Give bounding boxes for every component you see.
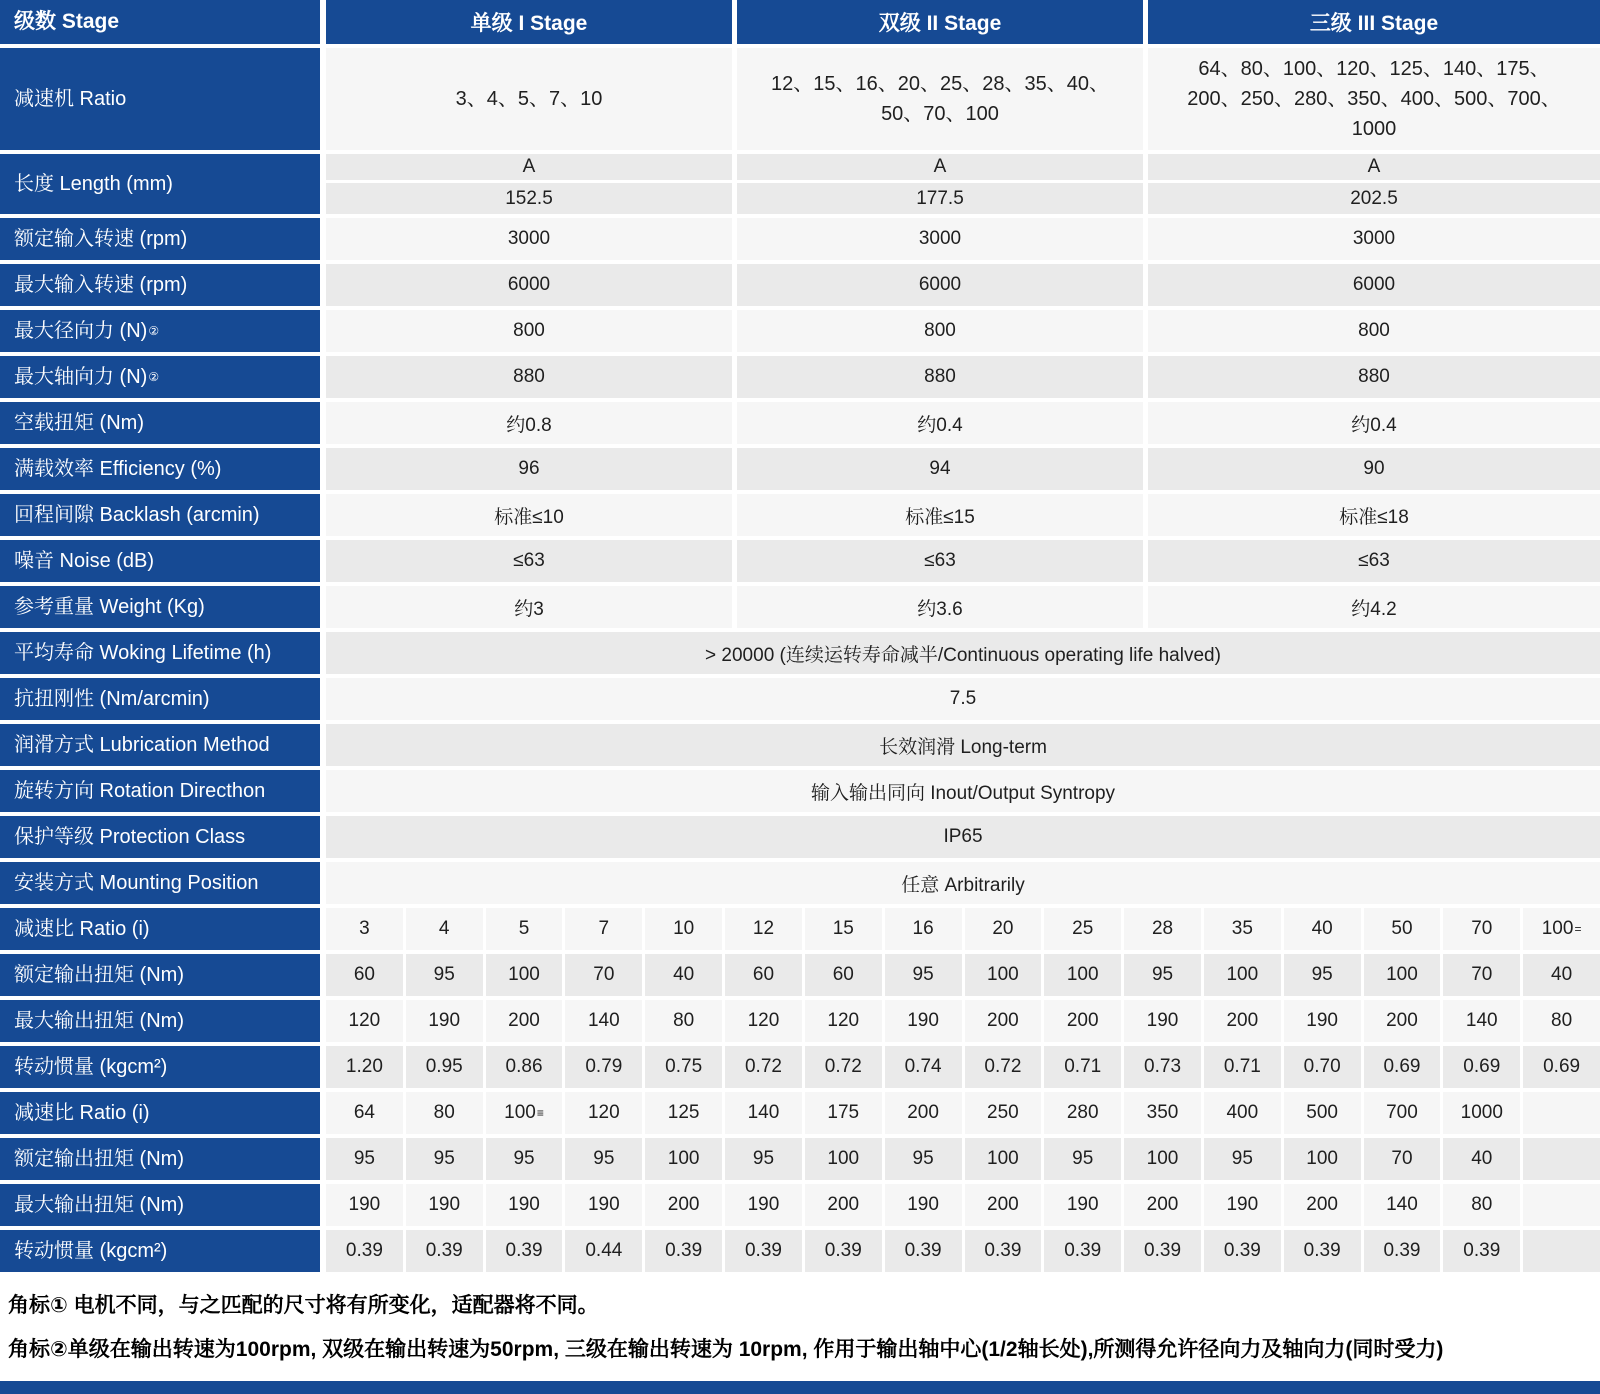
ratio-cell: 100: [1204, 954, 1281, 996]
row-cells: [326, 816, 1600, 858]
value-cell: ≤63: [1148, 540, 1600, 582]
row-label: 满载效率 Efficiency (%): [0, 448, 320, 490]
row-cells: [326, 356, 1600, 398]
ratio-cell: [1523, 1230, 1600, 1272]
ratio-cell: 40: [1284, 908, 1361, 950]
ratio-cell: 80: [645, 1000, 722, 1042]
row-label: 平均寿命 Woking Lifetime (h): [0, 632, 320, 674]
value-cell: 880: [326, 356, 732, 398]
ratio-cell: 0.70: [1284, 1046, 1361, 1088]
ratio-cell: 350: [1124, 1092, 1201, 1134]
spec-row: [0, 540, 1600, 582]
value-cell: 12、15、16、20、25、28、35、40、50、70、100: [737, 48, 1143, 150]
spec-row: [0, 632, 1600, 674]
value-cell: 177.5: [737, 183, 1143, 214]
ratio-cell: 95: [725, 1138, 802, 1180]
ratio-cell: 3: [326, 908, 403, 950]
value-cell: 约4.2: [1148, 586, 1600, 628]
ratio-cell: 190: [486, 1184, 563, 1226]
ratio-cell: 700: [1364, 1092, 1441, 1134]
ratio-cell: 0.95: [406, 1046, 483, 1088]
spec-row: [0, 678, 1600, 720]
ratio-cell: 190: [885, 1000, 962, 1042]
ratio-cell: 280: [1044, 1092, 1121, 1134]
ratio-cell: 7: [565, 908, 642, 950]
ratio-cell: 80: [1443, 1184, 1520, 1226]
value-cell: 3000: [737, 218, 1143, 260]
ratio-cell: 0.86: [486, 1046, 563, 1088]
ratio-cell: 175: [805, 1092, 882, 1134]
ratio-cell: 0.39: [1204, 1230, 1281, 1272]
row-cells: [326, 1138, 1600, 1180]
value-cell: 约0.4: [1148, 402, 1600, 444]
footer-bar: [0, 1381, 1600, 1394]
ratio-cell: 200: [965, 1184, 1042, 1226]
value-cell: 约3: [326, 586, 732, 628]
row-cells: [326, 218, 1600, 260]
spec-row: [0, 724, 1600, 766]
ratio-cell: 1000: [1443, 1092, 1520, 1134]
ratio-cell: 25: [1044, 908, 1121, 950]
ratio-cell: 100 ≡: [486, 1092, 563, 1134]
ratio-cell: 0.69: [1443, 1046, 1520, 1088]
header-cells: [326, 0, 1600, 44]
ratio-cell: 40: [645, 954, 722, 996]
ratio-row: [0, 1184, 1600, 1226]
value-cell: 800: [1148, 310, 1600, 352]
spec-row: [0, 448, 1600, 490]
spec-row: [0, 218, 1600, 260]
ratio-cell: 0.69: [1523, 1046, 1600, 1088]
ratio-cell: 140: [565, 1000, 642, 1042]
value-cell: 6000: [326, 264, 732, 306]
ratio-cell: 100: [965, 954, 1042, 996]
ratio-cell: 200: [965, 1000, 1042, 1042]
ratio-cell: 120: [326, 1000, 403, 1042]
ratio-cell: 40: [1443, 1138, 1520, 1180]
row-label: 最大轴向力 (N) ②: [0, 356, 320, 398]
spec-row: [0, 586, 1600, 628]
row-label: 润滑方式 Lubrication Method: [0, 724, 320, 766]
row-cells: [326, 540, 1600, 582]
spec-row: [0, 48, 1600, 150]
ratio-cell: 200: [805, 1184, 882, 1226]
ratio-cell: 70: [1443, 908, 1520, 950]
value-cell: 3000: [1148, 218, 1600, 260]
ratio-row: [0, 954, 1600, 996]
spec-row: [0, 494, 1600, 536]
ratio-cell: 64: [326, 1092, 403, 1134]
ratio-cell: 5: [486, 908, 563, 950]
spec-row: [0, 310, 1600, 352]
ratio-cell: 190: [565, 1184, 642, 1226]
ratio-cell: 100: [1284, 1138, 1361, 1180]
ratio-cell: 250: [965, 1092, 1042, 1134]
ratio-cell: 100: [645, 1138, 722, 1180]
ratio-cell: 60: [326, 954, 403, 996]
ratio-cell: 70: [565, 954, 642, 996]
row-cells: [326, 632, 1600, 674]
value-cell: 标准≤18: [1148, 494, 1600, 536]
ratio-cell: 100: [1124, 1138, 1201, 1180]
ratio-cell: 0.79: [565, 1046, 642, 1088]
value-cell: 约0.4: [737, 402, 1143, 444]
value-cell: 96: [326, 448, 732, 490]
ratio-cell: 0.69: [1364, 1046, 1441, 1088]
ratio-cell: [1523, 1184, 1600, 1226]
row-label: 保护等级 Protection Class: [0, 816, 320, 858]
ratio-cell: 200: [885, 1092, 962, 1134]
ratio-cell: 120: [725, 1000, 802, 1042]
ratio-cell: 0.71: [1044, 1046, 1121, 1088]
ratio-cell: 15: [805, 908, 882, 950]
ratio-cell: 500: [1284, 1092, 1361, 1134]
spec-rows: [0, 48, 1600, 904]
ratio-cell: 0.39: [885, 1230, 962, 1272]
value-cell: 90: [1148, 448, 1600, 490]
ratio-cell: 40: [1523, 954, 1600, 996]
ratio-cell: 70: [1443, 954, 1520, 996]
row-label: 长度 Length (mm): [0, 154, 320, 214]
row-label: 最大径向力 (N) ②: [0, 310, 320, 352]
ratio-cell: 0.39: [1364, 1230, 1441, 1272]
ratio-cell: [1523, 1138, 1600, 1180]
value-cell: A: [737, 154, 1143, 180]
ratio-cell: 190: [1124, 1000, 1201, 1042]
ratio-row: [0, 1000, 1600, 1042]
value-cell: 约3.6: [737, 586, 1143, 628]
row-label: 噪音 Noise (dB): [0, 540, 320, 582]
ratio-cell: 50: [1364, 908, 1441, 950]
row-label: 最大输出扭矩 (Nm): [0, 1000, 320, 1042]
split-column: [326, 154, 732, 214]
ratio-cell: 0.71: [1204, 1046, 1281, 1088]
header-row: [0, 0, 1600, 44]
value-cell: IP65: [326, 816, 1600, 858]
ratio-cell: 125: [645, 1092, 722, 1134]
ratio-cell: 10: [645, 908, 722, 950]
row-label: 转动惯量 (kgcm²): [0, 1046, 320, 1088]
ratio-cell: 120: [805, 1000, 882, 1042]
value-cell: 880: [737, 356, 1143, 398]
ratio-cell: 60: [725, 954, 802, 996]
value-cell: 3000: [326, 218, 732, 260]
ratio-cell: 200: [1124, 1184, 1201, 1226]
column-header-single-stage: 单级 I Stage: [326, 0, 732, 44]
row-cells: [326, 494, 1600, 536]
row-label: 最大输入转速 (rpm): [0, 264, 320, 306]
ratio-cell: 400: [1204, 1092, 1281, 1134]
ratio-row: [0, 908, 1600, 950]
row-cells: [326, 678, 1600, 720]
ratio-cell: 190: [326, 1184, 403, 1226]
ratio-cell: 0.39: [1284, 1230, 1361, 1272]
value-cell: 标准≤15: [737, 494, 1143, 536]
ratio-detail-rows: [0, 908, 1600, 1272]
ratio-cell: 100 =: [1523, 908, 1600, 950]
ratio-cell: 0.73: [1124, 1046, 1201, 1088]
ratio-cell: 100: [1044, 954, 1121, 996]
row-label: 旋转方向 Rotation Directhon: [0, 770, 320, 812]
ratio-cell: 0.39: [486, 1230, 563, 1272]
column-header-triple-stage: 三级 III Stage: [1148, 0, 1600, 44]
value-cell: 800: [737, 310, 1143, 352]
value-cell: 任意 Arbitrarily: [326, 862, 1600, 904]
row-label: 额定输出扭矩 (Nm): [0, 1138, 320, 1180]
corner-header: 级数 Stage: [0, 0, 320, 44]
value-cell: 标准≤10: [326, 494, 732, 536]
ratio-cell: 95: [406, 1138, 483, 1180]
row-cells: [326, 48, 1600, 150]
ratio-cell: 95: [486, 1138, 563, 1180]
ratio-cell: 95: [326, 1138, 403, 1180]
ratio-row: [0, 1138, 1600, 1180]
row-label: 参考重量 Weight (Kg): [0, 586, 320, 628]
ratio-cell: 0.39: [965, 1230, 1042, 1272]
ratio-cell: 100: [805, 1138, 882, 1180]
ratio-cell: 200: [1044, 1000, 1121, 1042]
split-column: [737, 154, 1143, 214]
row-cells: [326, 154, 1600, 214]
value-cell: 202.5: [1148, 183, 1600, 214]
value-cell: 800: [326, 310, 732, 352]
ratio-cell: 190: [406, 1184, 483, 1226]
ratio-cell: 0.39: [805, 1230, 882, 1272]
row-cells: [326, 586, 1600, 628]
note-line-1: 角标① 电机不同，与之匹配的尺寸将有所变化，适配器将不同。: [8, 1294, 599, 1317]
ratio-cell: 95: [406, 954, 483, 996]
value-cell: 3、4、5、7、10: [326, 48, 732, 150]
ratio-cell: 190: [1204, 1184, 1281, 1226]
ratio-cell: 0.72: [805, 1046, 882, 1088]
value-cell: 880: [1148, 356, 1600, 398]
spec-row: [0, 816, 1600, 858]
row-label: 转动惯量 (kgcm²): [0, 1230, 320, 1272]
value-cell: 94: [737, 448, 1143, 490]
value-cell: 6000: [737, 264, 1143, 306]
ratio-cell: 80: [1523, 1000, 1600, 1042]
value-cell: 64、80、100、120、125、140、175、200、250、280、350、400、500、700、1000: [1148, 48, 1600, 150]
row-cells: [326, 862, 1600, 904]
row-cells: [326, 770, 1600, 812]
value-cell: 6000: [1148, 264, 1600, 306]
value-cell: 输入输出同向 Inout/Output Syntropy: [326, 770, 1600, 812]
row-cells: [326, 1092, 1600, 1134]
ratio-cell: 0.74: [885, 1046, 962, 1088]
row-cells: [326, 954, 1600, 996]
row-cells: [326, 724, 1600, 766]
ratio-row: [0, 1092, 1600, 1134]
ratio-cell: 190: [1284, 1000, 1361, 1042]
row-cells: [326, 908, 1600, 950]
ratio-cell: 200: [486, 1000, 563, 1042]
split-column: [1148, 154, 1600, 214]
ratio-cell: 0.72: [725, 1046, 802, 1088]
row-label: 减速比 Ratio (i): [0, 1092, 320, 1134]
row-label: 安装方式 Mounting Position: [0, 862, 320, 904]
ratio-cell: 0.39: [406, 1230, 483, 1272]
value-cell: ≤63: [326, 540, 732, 582]
ratio-cell: 95: [1124, 954, 1201, 996]
ratio-cell: 35: [1204, 908, 1281, 950]
spec-row: [0, 770, 1600, 812]
ratio-cell: 190: [885, 1184, 962, 1226]
ratio-cell: 0.75: [645, 1046, 722, 1088]
ratio-cell: 95: [565, 1138, 642, 1180]
row-cells: [326, 1000, 1600, 1042]
ratio-cell: 95: [885, 954, 962, 996]
ratio-cell: 70: [1364, 1138, 1441, 1180]
row-cells: [326, 1046, 1600, 1088]
row-label: 空载扭矩 (Nm): [0, 402, 320, 444]
value-cell: A: [326, 154, 732, 180]
value-cell: 152.5: [326, 183, 732, 214]
ratio-cell: 0.39: [645, 1230, 722, 1272]
spec-row: [0, 862, 1600, 904]
ratio-cell: 100: [965, 1138, 1042, 1180]
ratio-cell: 190: [1044, 1184, 1121, 1226]
row-cells: [326, 1184, 1600, 1226]
ratio-cell: 100: [1364, 954, 1441, 996]
ratio-cell: 1.20: [326, 1046, 403, 1088]
ratio-cell: 0.39: [1124, 1230, 1201, 1272]
value-cell: 7.5: [326, 678, 1600, 720]
ratio-cell: 12: [725, 908, 802, 950]
row-label: 回程间隙 Backlash (arcmin): [0, 494, 320, 536]
ratio-cell: 95: [1204, 1138, 1281, 1180]
ratio-cell: 190: [406, 1000, 483, 1042]
column-header-double-stage: 双级 II Stage: [737, 0, 1143, 44]
spec-row: [0, 154, 1600, 214]
ratio-cell: 0.39: [1443, 1230, 1520, 1272]
ratio-cell: 16: [885, 908, 962, 950]
spec-row: [0, 264, 1600, 306]
ratio-cell: 140: [1443, 1000, 1520, 1042]
ratio-cell: 200: [645, 1184, 722, 1226]
row-cells: [326, 264, 1600, 306]
ratio-cell: 0.39: [1044, 1230, 1121, 1272]
row-cells: [326, 1230, 1600, 1272]
row-label: 最大输出扭矩 (Nm): [0, 1184, 320, 1226]
ratio-cell: 200: [1284, 1184, 1361, 1226]
ratio-cell: 95: [1284, 954, 1361, 996]
value-cell: 长效润滑 Long-term: [326, 724, 1600, 766]
note-line-2: 角标②单级在输出转速为100rpm, 双级在输出转速为50rpm, 三级在输出转速为 10rpm, 作用于输出轴中心(1/2轴长处),所测得允许径向力及轴向力(同时受力): [8, 1338, 1444, 1362]
ratio-cell: 140: [1364, 1184, 1441, 1226]
ratio-cell: 0.39: [326, 1230, 403, 1272]
ratio-cell: 20: [965, 908, 1042, 950]
row-label: 额定输入转速 (rpm): [0, 218, 320, 260]
ratio-cell: 120: [565, 1092, 642, 1134]
value-cell: > 20000 (连续运转寿命减半/Continuous operating life halved): [326, 632, 1600, 674]
ratio-cell: 95: [1044, 1138, 1121, 1180]
spec-row: [0, 402, 1600, 444]
row-cells: [326, 448, 1600, 490]
ratio-cell: 0.72: [965, 1046, 1042, 1088]
ratio-row: [0, 1230, 1600, 1272]
ratio-cell: 28: [1124, 908, 1201, 950]
ratio-cell: 60: [805, 954, 882, 996]
ratio-row: [0, 1046, 1600, 1088]
ratio-cell: 190: [725, 1184, 802, 1226]
row-label: 减速机 Ratio: [0, 48, 320, 150]
value-cell: ≤63: [737, 540, 1143, 582]
row-label: 额定输出扭矩 (Nm): [0, 954, 320, 996]
ratio-cell: 100: [486, 954, 563, 996]
value-cell: A: [1148, 154, 1600, 180]
ratio-cell: 4: [406, 908, 483, 950]
value-cell: 约0.8: [326, 402, 732, 444]
row-label: 抗扭刚性 (Nm/arcmin): [0, 678, 320, 720]
ratio-cell: 200: [1204, 1000, 1281, 1042]
row-label: 减速比 Ratio (i): [0, 908, 320, 950]
row-cells: [326, 402, 1600, 444]
ratio-cell: 0.44: [565, 1230, 642, 1272]
footnotes: [0, 1276, 1600, 1364]
ratio-cell: 0.39: [725, 1230, 802, 1272]
ratio-cell: 140: [725, 1092, 802, 1134]
spec-row: [0, 356, 1600, 398]
ratio-cell: 200: [1364, 1000, 1441, 1042]
row-cells: [326, 310, 1600, 352]
ratio-cell: 80: [406, 1092, 483, 1134]
ratio-cell: 95: [885, 1138, 962, 1180]
ratio-cell: [1523, 1092, 1600, 1134]
